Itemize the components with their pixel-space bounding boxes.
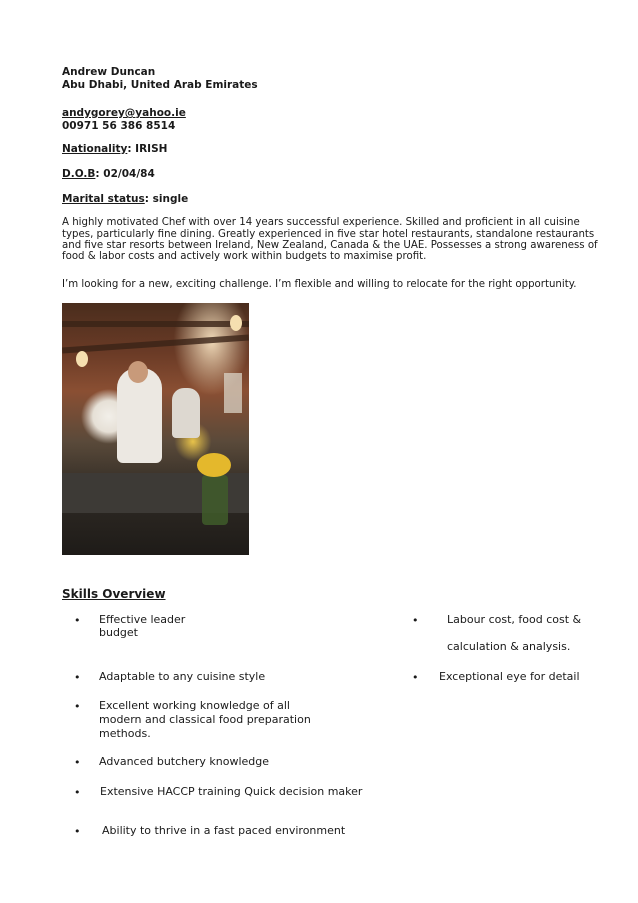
bullet-icon: • bbox=[412, 671, 419, 684]
marital-value: : single bbox=[144, 193, 189, 205]
nationality-value: : IRISH bbox=[127, 143, 168, 155]
photo-sunflowers bbox=[197, 453, 231, 477]
marital-label: Marital status bbox=[62, 193, 145, 205]
photo-chef-head bbox=[128, 361, 148, 383]
summary-line-4: food & labor costs and actively work within budgets to maximise profit. bbox=[62, 251, 427, 262]
bullet-icon: • bbox=[412, 614, 419, 627]
candidate-location: Abu Dhabi, United Arab Emirates bbox=[62, 79, 258, 91]
skill-left-1-line1: Effective leader bbox=[99, 613, 186, 626]
skill-left-6: Ability to thrive in a fast paced environment bbox=[102, 824, 346, 837]
dob-value: : 02/04/84 bbox=[95, 168, 155, 180]
skill-left-3-line2: modern and classical food preparation bbox=[99, 713, 311, 726]
nationality-label: Nationality bbox=[62, 143, 128, 155]
marital-row bbox=[62, 193, 188, 206]
phone-number: 00971 56 386 8514 bbox=[62, 120, 176, 132]
candidate-name: Andrew Duncan bbox=[62, 66, 156, 78]
summary-line-3: and five star resorts between Ireland, New Zealand, Canada & the UAE. Possesses a strong awareness of bbox=[62, 240, 598, 251]
skill-right-1-line2: calculation & analysis. bbox=[447, 640, 571, 653]
bullet-icon: • bbox=[74, 671, 81, 684]
photo-second-chef bbox=[172, 388, 200, 438]
skill-left-1-line2: budget bbox=[99, 626, 138, 639]
skill-right-1-line1: Labour cost, food cost & bbox=[447, 613, 582, 626]
skills-heading: Skills Overview bbox=[62, 587, 166, 601]
skill-left-3-line3: methods. bbox=[99, 727, 151, 740]
dob-label: D.O.B bbox=[62, 168, 96, 180]
skill-left-3-line1: Excellent working knowledge of all bbox=[99, 699, 290, 712]
photo-flower-vase bbox=[202, 475, 228, 525]
bullet-icon: • bbox=[74, 786, 81, 799]
photo-beam bbox=[62, 334, 249, 353]
skill-left-2: Adaptable to any cuisine style bbox=[99, 670, 266, 683]
photo-lamp bbox=[230, 315, 242, 331]
bullet-icon: • bbox=[74, 700, 81, 713]
bullet-icon: • bbox=[74, 756, 81, 769]
summary-line-1: A highly motivated Chef with over 14 years successful experience. Skilled and proficient in all cuisine bbox=[62, 217, 580, 228]
chef-kitchen-photo bbox=[62, 303, 249, 555]
email-link[interactable]: andygorey@yahoo.ie bbox=[62, 107, 186, 119]
bullet-icon: • bbox=[74, 614, 81, 627]
bullet-icon: • bbox=[74, 825, 81, 838]
photo-beam bbox=[62, 321, 249, 327]
photo-window bbox=[224, 373, 242, 413]
dob-row bbox=[62, 168, 155, 181]
skill-right-2: Exceptional eye for detail bbox=[439, 670, 580, 683]
summary-line-2: types, particularly fine dining. Greatly experienced in five star hotel restaurants, standalone restaurants bbox=[62, 229, 595, 240]
objective-statement: I’m looking for a new, exciting challenge. I’m flexible and willing to relocate for the right opportunity. bbox=[62, 279, 577, 290]
photo-lamp bbox=[76, 351, 88, 367]
skill-left-4: Advanced butchery knowledge bbox=[99, 755, 270, 768]
nationality-row bbox=[62, 143, 167, 156]
skill-left-5: Extensive HACCP training Quick decision maker bbox=[100, 785, 363, 798]
